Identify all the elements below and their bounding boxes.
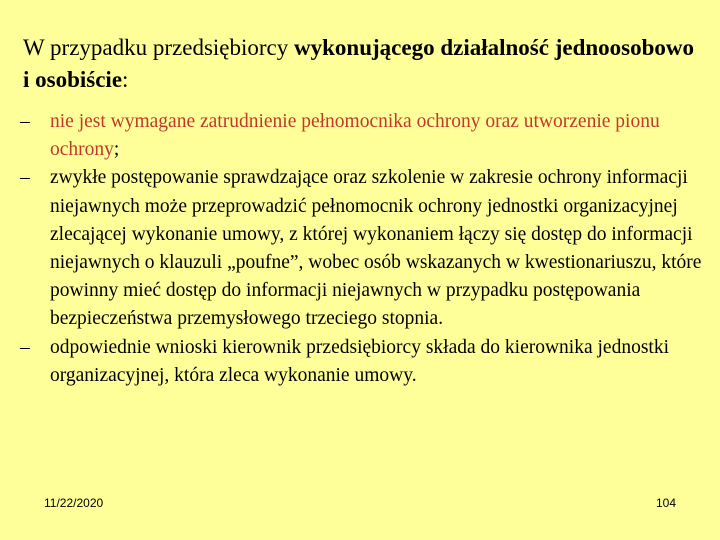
bullet-2-text: zwykłe postępowanie sprawdzające oraz szkolenie w zakresie ochrony informacji niejawnych może przeprowadzić pełnomocnik ochrony jednostki organizacyjnej zlecającej wykonanie umowy, z której wykonaniem łączy się dostęp do informacji niejawnych o klauzuli „poufne”, wobec osób wskazanych w kwestionariuszu, które powinny mieć dostęp do informacji niejawnych w przypadku postępowania bezpieczeństwa przemysłowego trzeciego stopnia. [50, 167, 702, 330]
footer-date: 11/22/2020 [44, 496, 104, 510]
bullet-item-3 [20, 334, 710, 390]
bullet-dash: – [20, 111, 30, 132]
bullet-list [20, 108, 710, 390]
bullet-item-1 [20, 108, 710, 164]
bullet-item-2 [20, 164, 710, 333]
bullet-dash: – [20, 336, 30, 358]
slide-title [23, 32, 703, 96]
title-part-bold: wykonującego działalność jednoosobowo i osobiście [23, 35, 694, 92]
bullet-3-text: odpowiednie wnioski kierownik przedsiębiorcy składa do kierownika jednostki organizacyjnej, która zleca wykonanie umowy. [50, 336, 669, 386]
bullet-1-semicolon: ; [113, 139, 120, 161]
title-part-colon: : [122, 67, 129, 92]
bullet-dash: – [20, 167, 30, 189]
title-part-plain: W przypadku przedsiębiorcy [23, 35, 295, 60]
footer-page-number: 104 [655, 496, 676, 510]
bullet-1-red-text: nie jest wymagane zatrudnienie pełnomocnika ochrony oraz utworzenie pionu ochrony [50, 111, 660, 161]
